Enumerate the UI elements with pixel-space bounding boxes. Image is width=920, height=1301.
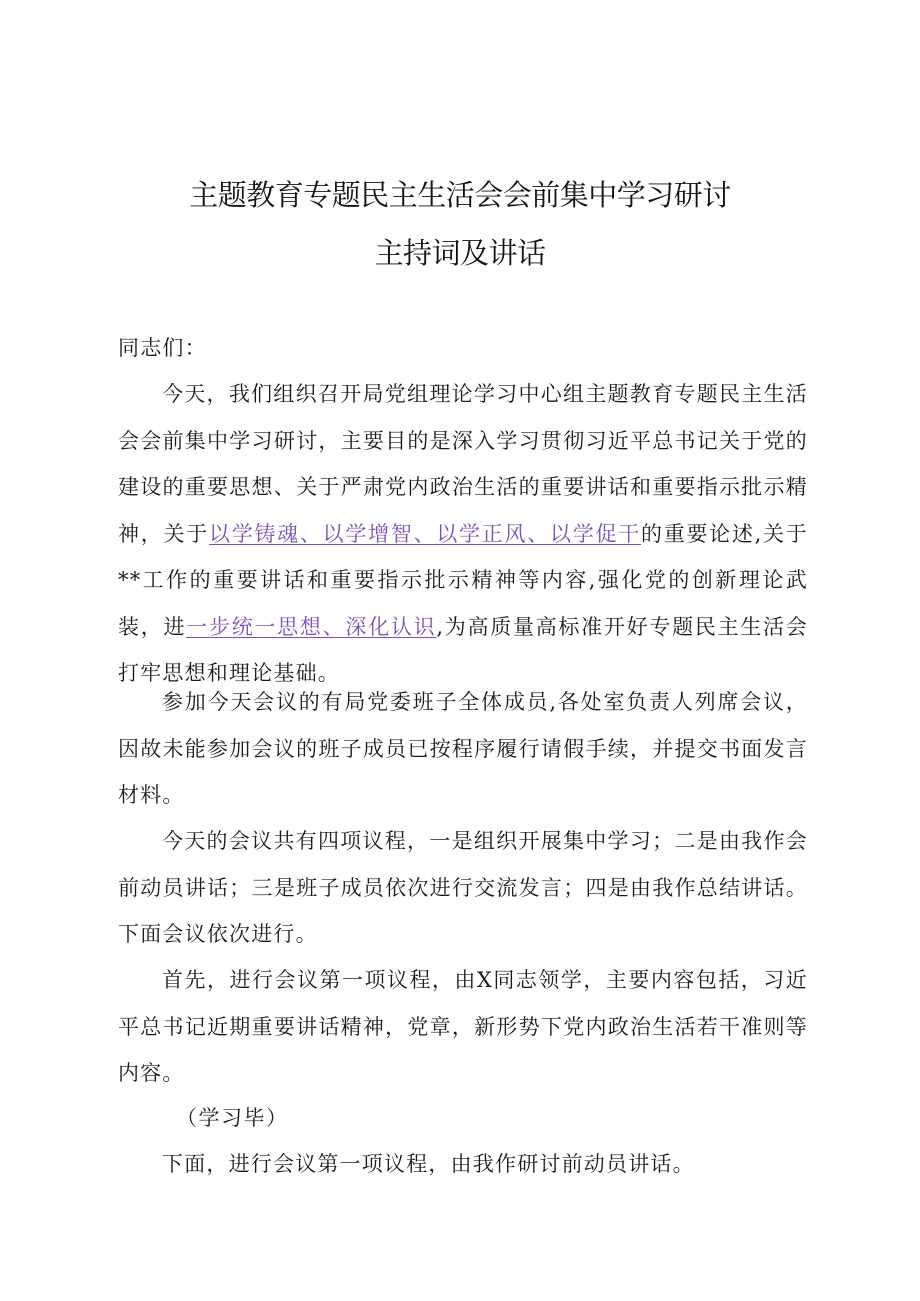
paragraph-text: 的重要论述,关于**工作的重要讲话和重要指示批示精神等内容,强化党的创新理论武装，进 xyxy=(118,521,808,639)
study-complete-note: （学习毕） xyxy=(176,1106,289,1130)
highlighted-link-text[interactable]: 以学铸魂、以学增智、以学正风、以学促干 xyxy=(208,521,641,546)
paragraph-agenda: 今天的会议共有四项议程，一是组织开展集中学习；二是由我作会前动员讲话；三是班子成员依次进行交流发言；四是由我作总结讲话。下面会议依次进行。 xyxy=(118,829,808,946)
paragraph-attendance: 参加今天会议的有局党委班子全体成员,各处室负责人列席会议，因故未能参加会议的班子成员已按程序履行请假手续，并提交书面发言材料。 xyxy=(118,690,808,807)
paragraph-next-item: 下面，进行会议第一项议程，由我作研讨前动员讲话。 xyxy=(162,1152,695,1176)
paragraph-opening xyxy=(118,371,808,697)
paragraph-text: ,为高质量高标准开好专题民主生活会打牢思想和理论基础。 xyxy=(118,614,808,685)
document-title-line2: 主持词及讲话 xyxy=(374,236,546,270)
paragraph-text: 今天，我们组织召开局党组理论学习中心组主题教育专题民主生活会会前集中学习研讨，主要目的是深入学习贯彻习近平总书记关于党的建设的重要思想、关于严肃党内政治生活的重要讲话和重要指示批示精神，关于 xyxy=(118,382,808,546)
paragraph-first-item: 首先，进行会议第一项议程，由X同志领学，主要内容包括，习近平总书记近期重要讲话精神，党章，新形势下党内政治生活若干准则等内容。 xyxy=(118,968,808,1085)
salutation: 同志们： xyxy=(118,336,207,360)
document-title-line1: 主题教育专题民主生活会会前集中学习研讨 xyxy=(189,178,731,212)
highlighted-link-text[interactable]: 一步统一思想、深化认识 xyxy=(186,614,437,639)
